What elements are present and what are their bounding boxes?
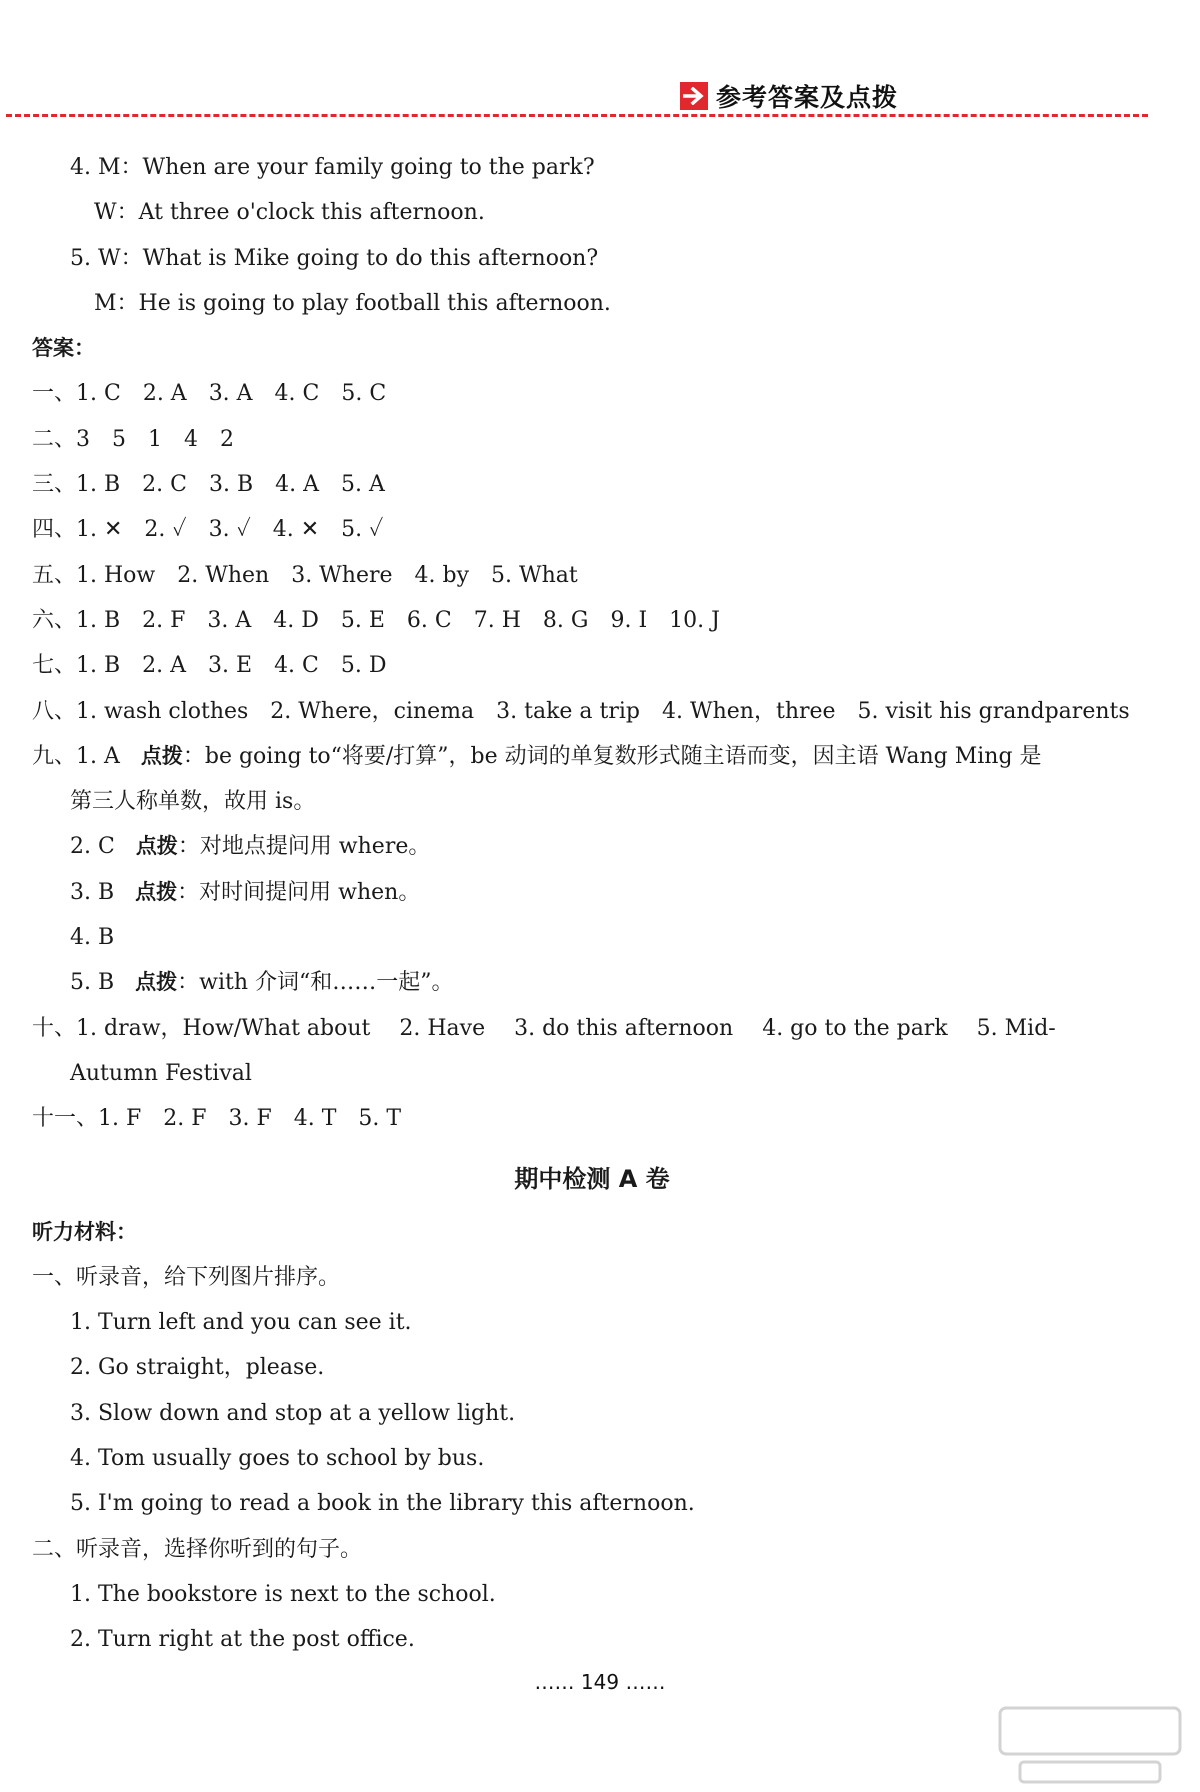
listening-item: 1. The bookstore is next to the school.	[70, 1581, 496, 1607]
q9-item	[32, 870, 1152, 915]
dialog-line: W：At three o'clock this afternoon.	[94, 200, 485, 226]
answer-line: 二、3 5 1 4 2	[32, 426, 234, 452]
part-heading: 二、听录音，选择你听到的句子。	[32, 1536, 363, 1562]
q9-item-text: ：对时间提问用 when。	[177, 879, 421, 905]
answer-line: 三、1. B 2. C 3. B 4. A 5. A	[32, 472, 385, 498]
header-divider	[6, 114, 1148, 117]
footer-dots: ……	[534, 1670, 575, 1694]
page-header	[680, 78, 898, 114]
listening-item: 2. Turn right at the post office.	[70, 1627, 415, 1653]
q9-item	[32, 915, 1152, 960]
page-content	[32, 145, 1152, 1663]
q9-line-cont: 第三人称单数，故用 is。	[70, 789, 316, 815]
dialog-line: 5. W：What is Mike going to do this afternoon?	[70, 245, 599, 271]
q9-item-text: ：with 介词“和……一起”。	[177, 970, 454, 996]
listening-label: 听力材料：	[32, 1219, 137, 1244]
q10-line-cont: Autumn Festival	[70, 1060, 252, 1086]
listening-item: 1. Turn left and you can see it.	[70, 1310, 412, 1336]
listening-item: 3. Slow down and stop at a yellow light.	[70, 1400, 516, 1426]
listening-item: 4. Tom usually goes to school by bus.	[70, 1446, 485, 1472]
q9-prefix: 九、1. A	[32, 743, 120, 769]
part-heading: 一、听录音，给下列图片排序。	[32, 1264, 341, 1290]
dialog-line: M：He is going to play football this afternoon.	[94, 290, 611, 316]
answer-line: 八、1. wash clothes 2. Where，cinema 3. take a trip 4. When，three 5. visit his grandparents	[32, 698, 1130, 724]
q9-item-text: ：对地点提问用 where。	[177, 834, 431, 860]
q9-item-prefix: 4. B	[70, 925, 115, 951]
tip-label: 点拨	[135, 970, 178, 995]
q10-line: 十、1. draw，How/What about 2. Have 3. do this afternoon 4. go to the park 5. Mid-	[32, 1015, 1056, 1041]
answers-label: 答案：	[32, 336, 95, 361]
section-title: 期中检测 A 卷	[514, 1164, 670, 1193]
q9-item	[32, 824, 1152, 869]
watermark-logo-icon	[990, 1700, 1190, 1790]
q9-line	[32, 734, 1152, 779]
q9-item-prefix: 5. B	[70, 970, 115, 996]
page-number: 149	[580, 1670, 620, 1694]
listening-item: 2. Go straight，please.	[70, 1355, 325, 1381]
q9-item-prefix: 3. B	[70, 879, 115, 905]
tip-label: 点拨	[140, 743, 183, 768]
header-title: 参考答案及点拨	[716, 83, 899, 112]
page-footer	[0, 1670, 1200, 1694]
dialog-line: 4. M：When are your family going to the park?	[70, 155, 595, 180]
q9-text: ：be going to“将要/打算”，be 动词的单复数形式随主语而变，因主语 Wang Ming 是	[182, 743, 1042, 769]
answer-line: 五、1. How 2. When 3. Where 4. by 5. What	[32, 562, 578, 588]
listening-item: 5. I'm going to read a book in the library this afternoon.	[70, 1491, 695, 1517]
q9-item	[32, 960, 1152, 1005]
tip-label: 点拨	[135, 834, 178, 859]
answer-line: 六、1. B 2. F 3. A 4. D 5. E 6. C 7. H 8. G 9. I 10. J	[32, 607, 720, 633]
answer-line: 七、1. B 2. A 3. E 4. C 5. D	[32, 653, 387, 679]
answer-line: 四、1. ✕ 2. ✓ 3. ✓ 4. ✕ 5. ✓	[32, 517, 384, 543]
right-arrow-icon	[680, 82, 708, 110]
q11-line: 十一、1. F 2. F 3. F 4. T 5. T	[32, 1106, 402, 1132]
footer-dots: ……	[625, 1670, 666, 1694]
tip-label: 点拨	[135, 879, 178, 904]
q9-item-prefix: 2. C	[70, 834, 115, 860]
answer-line: 一、1. C 2. A 3. A 4. C 5. C	[32, 381, 387, 407]
